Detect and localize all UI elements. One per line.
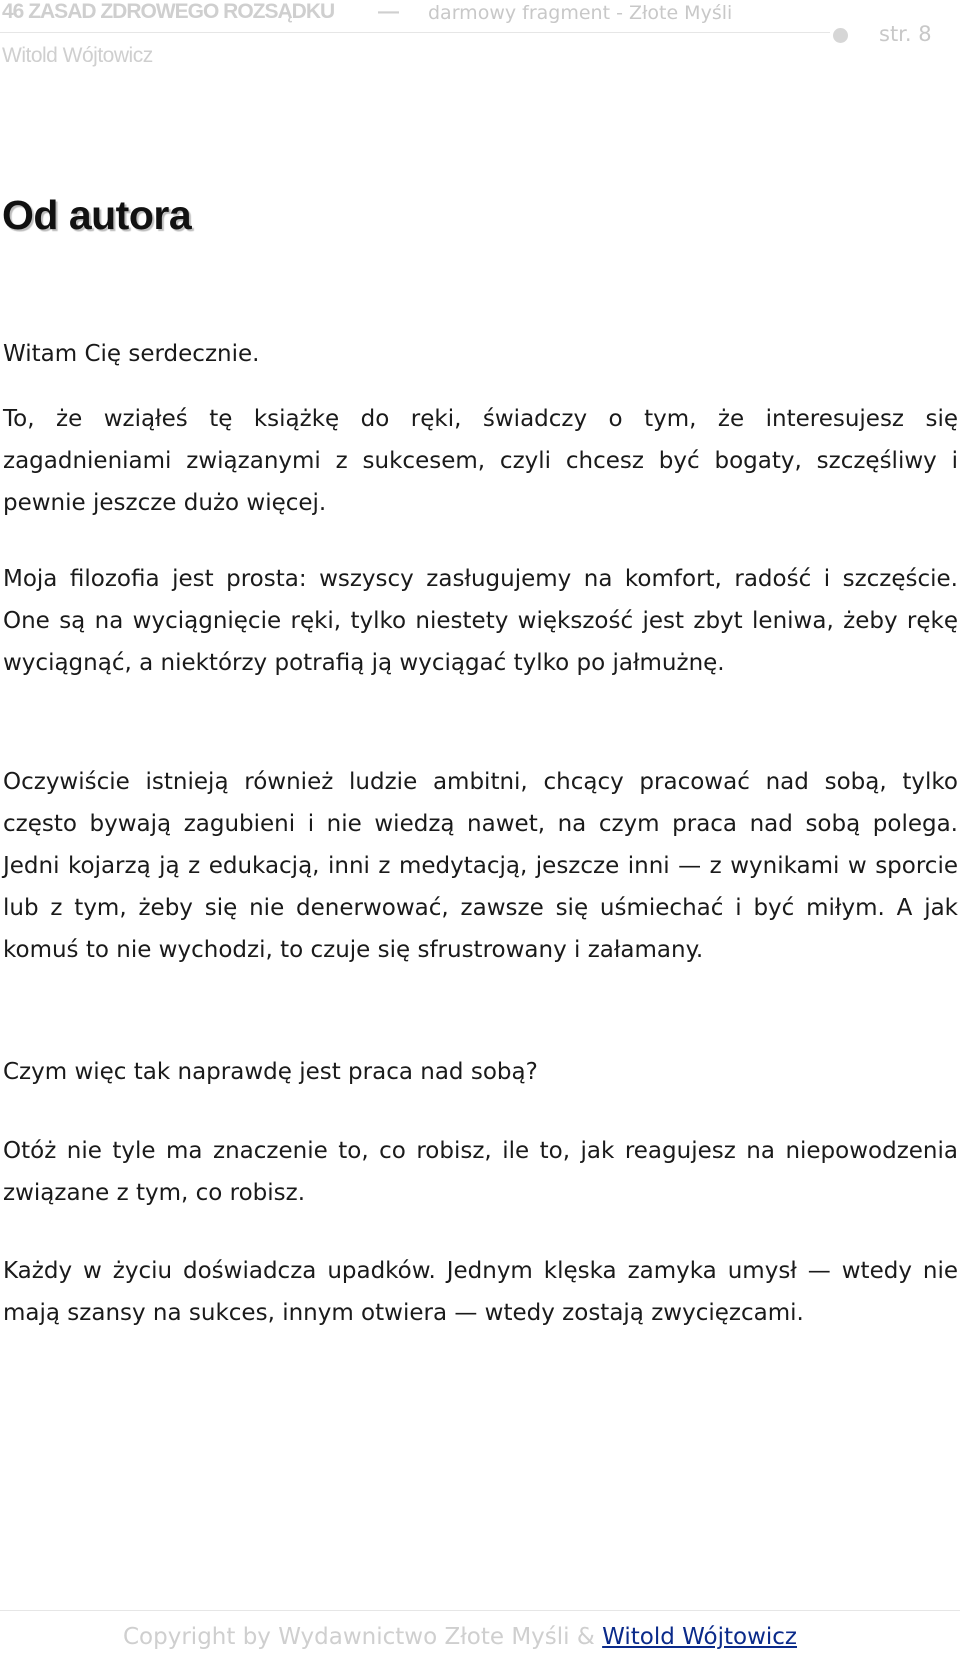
footer-divider	[0, 1610, 960, 1611]
paragraph: Moja filozofia jest prosta: wszyscy zasługujemy na komfort, radość i szczęście. One są na wyciągnięcie ręki, tylko niestety większość jest zbyt leniwa, żeby rękę wyciągnąć, a niektórzy potrafią ją wyciągać tylko po jałmużnę.	[3, 566, 958, 676]
bullet-dot-icon	[833, 28, 848, 43]
paragraph: Otóż nie tyle ma znaczenie to, co robisz, ile to, jak reagujesz na niepowodzenia związane z tym, co robisz.	[3, 1138, 958, 1206]
header-divider	[0, 32, 830, 33]
paragraph: Każdy w życiu doświadcza upadków. Jednym klęska zamyka umysł — wtedy nie mają szansy na sukces, innym otwiera — wtedy zostają zwycięzcami.	[3, 1258, 958, 1326]
page-footer	[123, 1624, 797, 1650]
copyright-text: Copyright by Wydawnictwo Złote Myśli &	[123, 1624, 603, 1650]
fragment-label: darmowy fragment - Złote Myśli	[428, 2, 733, 24]
author-link[interactable]: Witold Wójtowicz	[602, 1624, 798, 1650]
page-header	[0, 0, 960, 80]
paragraph: Oczywiście istnieją również ludzie ambitni, chcący pracować nad sobą, tylko często bywają zagubieni i nie wiedzą nawet, na czym praca nad sobą polega. Jedni kojarzą ją z edukacją, inni z medytacją, jeszcze inni — z wynikami w sporcie lub z tym, żeby się nie denerwować, zawsze się uśmiechać i być miłym. A jak komuś to nie wychodzi, to czuje się sfrustrowany i załamany.	[3, 769, 958, 963]
paragraph: Czym więc tak naprawdę jest praca nad sobą?	[3, 1059, 538, 1085]
book-title: 46 ZASAD ZDROWEGO ROZSĄDKU	[2, 0, 335, 23]
page-number: str. 8	[879, 22, 932, 46]
chapter-body	[3, 333, 958, 1326]
paragraph: To, że wziąłeś tę książkę do ręki, świadczy o tym, że interesujesz się zagadnieniami związanymi z sukcesem, czyli chcesz być bogaty, szczęśliwy i pewnie jeszcze dużo więcej.	[3, 406, 958, 516]
header-dash: —	[378, 0, 399, 23]
header-author: Witold Wójtowicz	[2, 44, 153, 67]
chapter-title: Od autora	[2, 192, 192, 238]
paragraph: Witam Cię serdecznie.	[3, 341, 260, 367]
